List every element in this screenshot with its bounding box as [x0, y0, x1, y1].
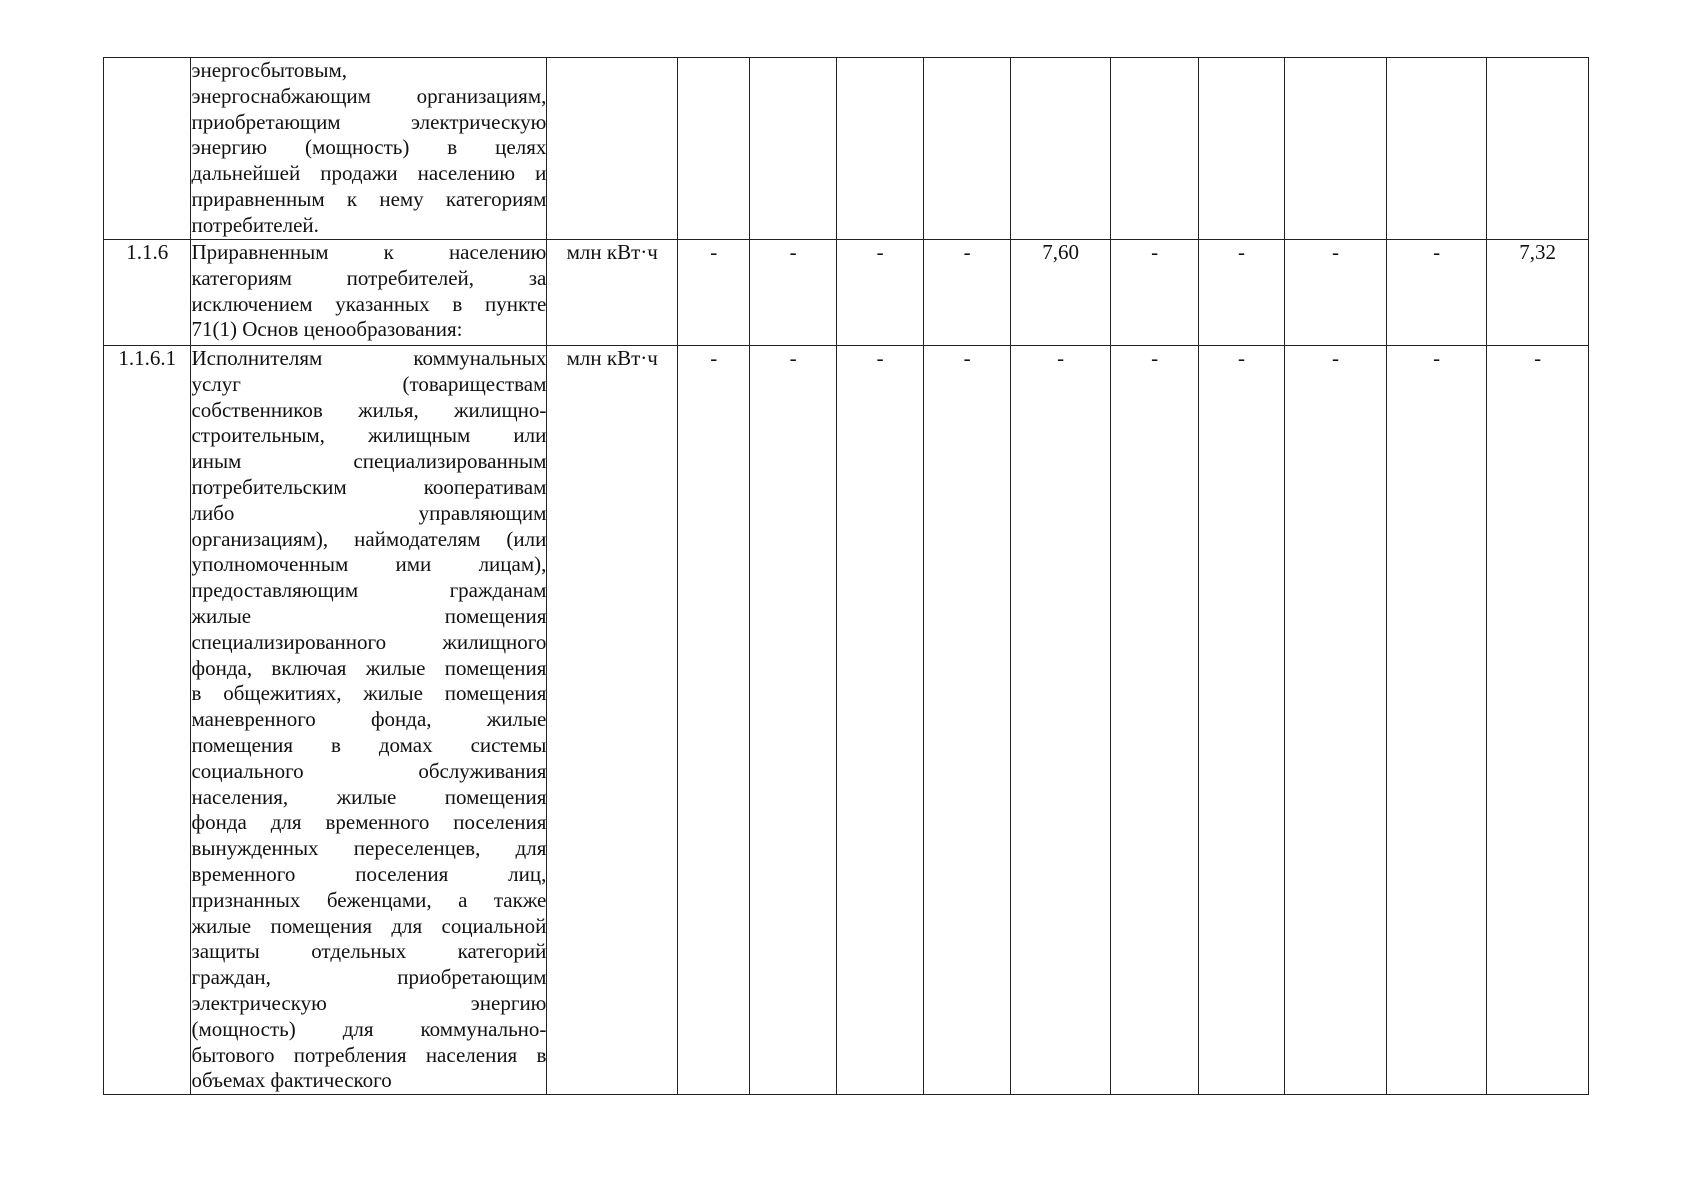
- description-line: строительным, жилищным или: [191, 423, 547, 448]
- description-line: иным специализированным: [191, 449, 547, 474]
- unit-cell: [547, 58, 678, 240]
- value-cell: -: [750, 240, 836, 346]
- description-line: потребителей.: [191, 212, 319, 237]
- description-line: услуг (товариществам: [191, 371, 547, 396]
- description-line: энергию (мощность) в целях: [191, 135, 547, 160]
- description-line: исключением указанных в пункте: [191, 291, 547, 316]
- value-cell: [1386, 58, 1487, 240]
- description-line: фонда, включая жилые помещения: [191, 655, 547, 680]
- description-line: категориям потребителей, за: [191, 265, 547, 290]
- description-line: (мощность) для коммунально-: [191, 1016, 547, 1041]
- description-line: вынужденных переселенцев, для: [191, 836, 547, 861]
- description-line: помещения в домах системы: [191, 732, 547, 757]
- value-cell: -: [678, 346, 750, 1095]
- description-line: уполномоченным ими лицам),: [191, 552, 547, 577]
- value-cell: -: [924, 346, 1010, 1095]
- value-cell: [1111, 58, 1198, 240]
- description-line: приобретающим электрическую: [191, 109, 547, 134]
- description-line: маневренного фонда, жилые: [191, 707, 547, 732]
- value-cell: -: [1386, 346, 1487, 1095]
- value-cell: [750, 58, 836, 240]
- value-cell: -: [836, 346, 923, 1095]
- value-cell: -: [1198, 346, 1284, 1095]
- value-cell: -: [750, 346, 836, 1095]
- description-line: временного поселения лиц,: [191, 861, 547, 886]
- value-cell: [678, 58, 750, 240]
- description-line: объемах фактического: [191, 1068, 392, 1093]
- value-cell: [1198, 58, 1284, 240]
- value-cell: [836, 58, 923, 240]
- value-cell: [924, 58, 1010, 240]
- description-line: дальнейшей продажи населению и: [191, 161, 547, 186]
- description-line: 71(1) Основ ценообразования:: [191, 317, 463, 342]
- value-cell: -: [1285, 240, 1387, 346]
- table-row: [104, 346, 1589, 1095]
- description-line: в общежитиях, жилые помещения: [191, 681, 547, 706]
- row-number-cell: [104, 58, 191, 240]
- description-line: энергосбытовым,: [191, 58, 347, 82]
- value-cell: [1010, 58, 1111, 240]
- value-cell: -: [1285, 346, 1387, 1095]
- row-number-cell: 1.1.6.1: [104, 346, 191, 1095]
- description-line: электрическую энергию: [191, 990, 547, 1015]
- value-cell: -: [1111, 240, 1198, 346]
- description-line: защиты отдельных категорий: [191, 939, 547, 964]
- description-line: собственников жилья, жилищно-: [191, 397, 547, 422]
- description-line: бытового потребления населения в: [191, 1042, 547, 1067]
- description-line: признанных беженцами, а также: [191, 887, 547, 912]
- value-cell: -: [1198, 240, 1284, 346]
- table-row: [104, 58, 1589, 240]
- value-cell: -: [1386, 240, 1487, 346]
- description-line: предоставляющим гражданам: [191, 578, 547, 603]
- description-line: социального обслуживания: [191, 758, 547, 783]
- row-description-cell: [191, 240, 547, 346]
- description-line: энергоснабжающим организациям,: [191, 83, 547, 108]
- tariff-volume-table: [103, 57, 1589, 1095]
- description-line: Исполнителям коммунальных: [191, 346, 547, 370]
- description-line: жилые помещения: [191, 603, 547, 628]
- description-line: специализированного жилищного: [191, 629, 547, 654]
- description-line: потребительским кооперативам: [191, 474, 547, 499]
- value-cell: -: [678, 240, 750, 346]
- description-line: жилые помещения для социальной: [191, 913, 547, 938]
- description-line: граждан, приобретающим: [191, 965, 547, 990]
- description-line: организациям), наймодателям (или: [191, 526, 547, 551]
- value-cell: -: [1487, 346, 1589, 1095]
- row-description-cell: [191, 58, 547, 240]
- value-cell: -: [1111, 346, 1198, 1095]
- unit-cell: млн кВт·ч: [547, 240, 678, 346]
- value-cell: -: [836, 240, 923, 346]
- unit-cell: млн кВт·ч: [547, 346, 678, 1095]
- value-cell: 7,60: [1010, 240, 1111, 346]
- value-cell: -: [924, 240, 1010, 346]
- description-line: приравненным к нему категориям: [191, 186, 547, 211]
- description-line: фонда для временного поселения: [191, 810, 547, 835]
- value-cell: [1487, 58, 1589, 240]
- description-line: либо управляющим: [191, 500, 547, 525]
- value-cell: [1285, 58, 1387, 240]
- row-description-cell: [191, 346, 547, 1095]
- value-cell: 7,32: [1487, 240, 1589, 346]
- value-cell: -: [1010, 346, 1111, 1095]
- description-line: Приравненным к населению: [191, 240, 547, 264]
- description-line: населения, жилые помещения: [191, 784, 547, 809]
- table-row: [104, 240, 1589, 346]
- row-number-cell: 1.1.6: [104, 240, 191, 346]
